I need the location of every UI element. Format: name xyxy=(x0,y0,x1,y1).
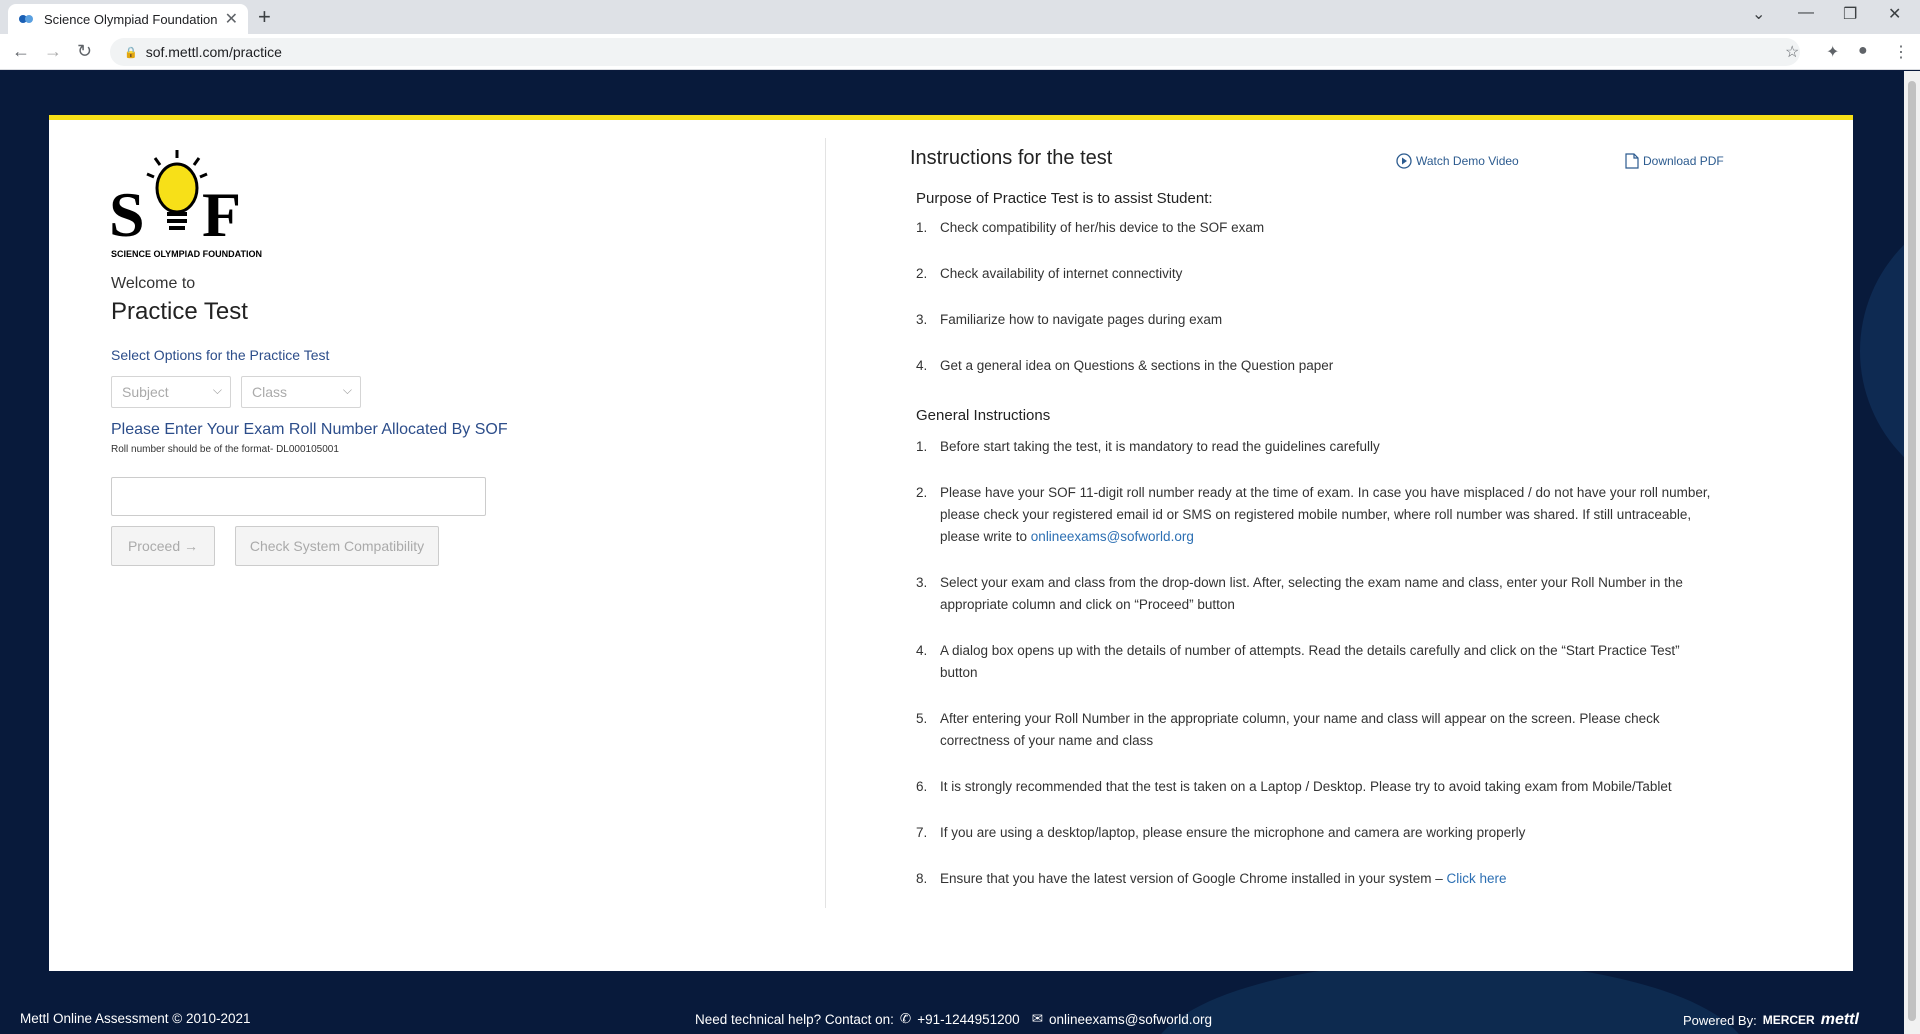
proceed-button[interactable]: Proceed → xyxy=(111,526,215,566)
column-divider xyxy=(825,138,826,908)
scrollbar-thumb[interactable] xyxy=(1908,81,1916,1021)
click-here-link[interactable]: Click here xyxy=(1446,871,1507,886)
chevron-down-icon: ⌵ xyxy=(342,383,352,397)
general-item: 4. A dialog box opens up with the details of number of attempts. Read the details carefully and click on the “Start Practice Test” button xyxy=(916,643,1680,680)
download-pdf-link[interactable] xyxy=(1625,153,1724,169)
browser-tabbar xyxy=(0,0,1920,34)
download-pdf-label: Download PDF xyxy=(1643,154,1724,168)
chevron-down-icon: ⌵ xyxy=(212,383,222,397)
purpose-item: 3. Familiarize how to navigate pages during exam xyxy=(916,312,1223,327)
mettl-logo: mettl xyxy=(1820,1011,1859,1028)
general-item: 2. Please have your SOF 11-digit roll number ready at the time of exam. In case you have misplaced / do not have your roll number, please check your registered email id or SMS on registered mobile number, where roll number was shared. If still untraceable, please write to onlineexams@sofworld.org xyxy=(916,485,1711,544)
svg-text:F: F xyxy=(202,179,242,244)
page-background xyxy=(0,71,1904,1034)
favicon-icon xyxy=(18,14,34,24)
footer-powered xyxy=(1683,1011,1859,1029)
page-title: Practice Test xyxy=(111,298,248,325)
browser-tab[interactable] xyxy=(8,4,248,34)
select-options-label: Select Options for the Practice Test xyxy=(111,347,330,363)
profile-dropdown-icon[interactable]: ⌄ xyxy=(1752,6,1766,23)
general-item: 7. If you are using a desktop/laptop, please ensure the microphone and camera are working properly xyxy=(916,825,1526,840)
decorative-arc xyxy=(1150,961,1750,1034)
powered-by-text: Powered By: xyxy=(1683,1012,1757,1028)
main-card xyxy=(49,115,1853,971)
roll-number-hint: Roll number should be of the format- DL000105001 xyxy=(111,444,339,455)
watch-demo-link[interactable] xyxy=(1396,153,1519,169)
footer-copyright: Mettl Online Assessment © 2010-2021 xyxy=(20,1011,251,1026)
tab-title: Science Olympiad Foundation xyxy=(44,11,218,27)
profile-icon[interactable]: ● xyxy=(1858,42,1868,59)
browser-toolbar xyxy=(0,34,1920,70)
close-window-icon[interactable]: ✕ xyxy=(1888,6,1902,23)
url-text: sof.mettl.com/practice xyxy=(145,44,282,60)
phone-icon: ✆ xyxy=(899,1011,912,1026)
general-item: 5. After entering your Roll Number in the appropriate column, your name and class will appear on the screen. Please check correctness of your name and class xyxy=(916,711,1660,748)
class-placeholder: Class xyxy=(252,384,288,400)
class-dropdown[interactable] xyxy=(241,376,361,408)
general-item: 6. It is strongly recommended that the test is taken on a Laptop / Desktop. Please try to avoid taking exam from Mobile/Tablet xyxy=(916,779,1672,794)
watch-demo-label: Watch Demo Video xyxy=(1416,154,1519,168)
play-circle-icon xyxy=(1396,153,1412,169)
decorative-circle xyxy=(1860,201,1904,501)
phone-number[interactable]: +91-1244951200 xyxy=(917,1011,1020,1027)
pdf-icon xyxy=(1625,153,1639,169)
forward-icon[interactable]: → xyxy=(44,41,62,61)
general-item: 8. Ensure that you have the latest version of Google Chrome installed in your system – Click here xyxy=(916,871,1507,886)
lock-icon: 🔒 xyxy=(124,46,138,59)
address-bar[interactable] xyxy=(110,38,1800,66)
purpose-item: 4. Get a general idea on Questions & sections in the Question paper xyxy=(916,358,1334,373)
general-item: 3. Select your exam and class from the drop-down list. After, selecting the exam name and class, enter your Roll Number in the appropriate column and click on “Proceed” button xyxy=(916,575,1683,612)
footer-email[interactable]: onlineexams@sofworld.org xyxy=(1049,1011,1213,1027)
help-text: Need technical help? Contact on: xyxy=(695,1011,894,1027)
general-item: 1. Before start taking the test, it is mandatory to read the guidelines carefully xyxy=(916,439,1380,454)
mail-icon: ✉ xyxy=(1031,1011,1043,1026)
email-link[interactable]: onlineexams@sofworld.org xyxy=(1030,529,1194,544)
reload-icon[interactable]: ↻ xyxy=(77,41,93,61)
footer-help xyxy=(695,1011,1212,1027)
close-tab-icon[interactable]: ✕ xyxy=(224,11,238,28)
bookmark-star-icon[interactable]: ☆ xyxy=(1785,44,1800,61)
roll-number-input[interactable] xyxy=(111,477,486,516)
minimize-icon[interactable]: — xyxy=(1798,4,1814,21)
new-tab-button[interactable]: + xyxy=(258,4,271,29)
logo-subtitle: SCIENCE OLYMPIAD FOUNDATION xyxy=(111,249,263,259)
purpose-item: 2. Check availability of internet connectivity xyxy=(916,266,1183,281)
scrollbar[interactable] xyxy=(1904,71,1920,1034)
purpose-heading: Purpose of Practice Test is to assist Student: xyxy=(916,190,1213,207)
mercer-logo: MERCER xyxy=(1762,1013,1815,1027)
check-compatibility-button[interactable]: Check System Compatibility xyxy=(235,526,439,566)
back-icon[interactable]: ← xyxy=(12,41,30,61)
subject-dropdown[interactable] xyxy=(111,376,231,408)
extensions-icon[interactable]: ✦ xyxy=(1826,44,1840,61)
sof-logo xyxy=(109,148,259,244)
purpose-item: 1. Check compatibility of her/his device to the SOF exam xyxy=(916,220,1265,235)
menu-icon[interactable]: ⋮ xyxy=(1893,44,1909,61)
svg-text:S: S xyxy=(109,179,145,244)
instructions-title: Instructions for the test xyxy=(910,147,1113,169)
subject-placeholder: Subject xyxy=(122,384,169,400)
welcome-text: Welcome to xyxy=(111,275,196,292)
general-heading: General Instructions xyxy=(916,407,1051,424)
roll-number-label: Please Enter Your Exam Roll Number Allocated By SOF xyxy=(111,421,508,438)
restore-icon[interactable]: ❐ xyxy=(1843,6,1858,23)
